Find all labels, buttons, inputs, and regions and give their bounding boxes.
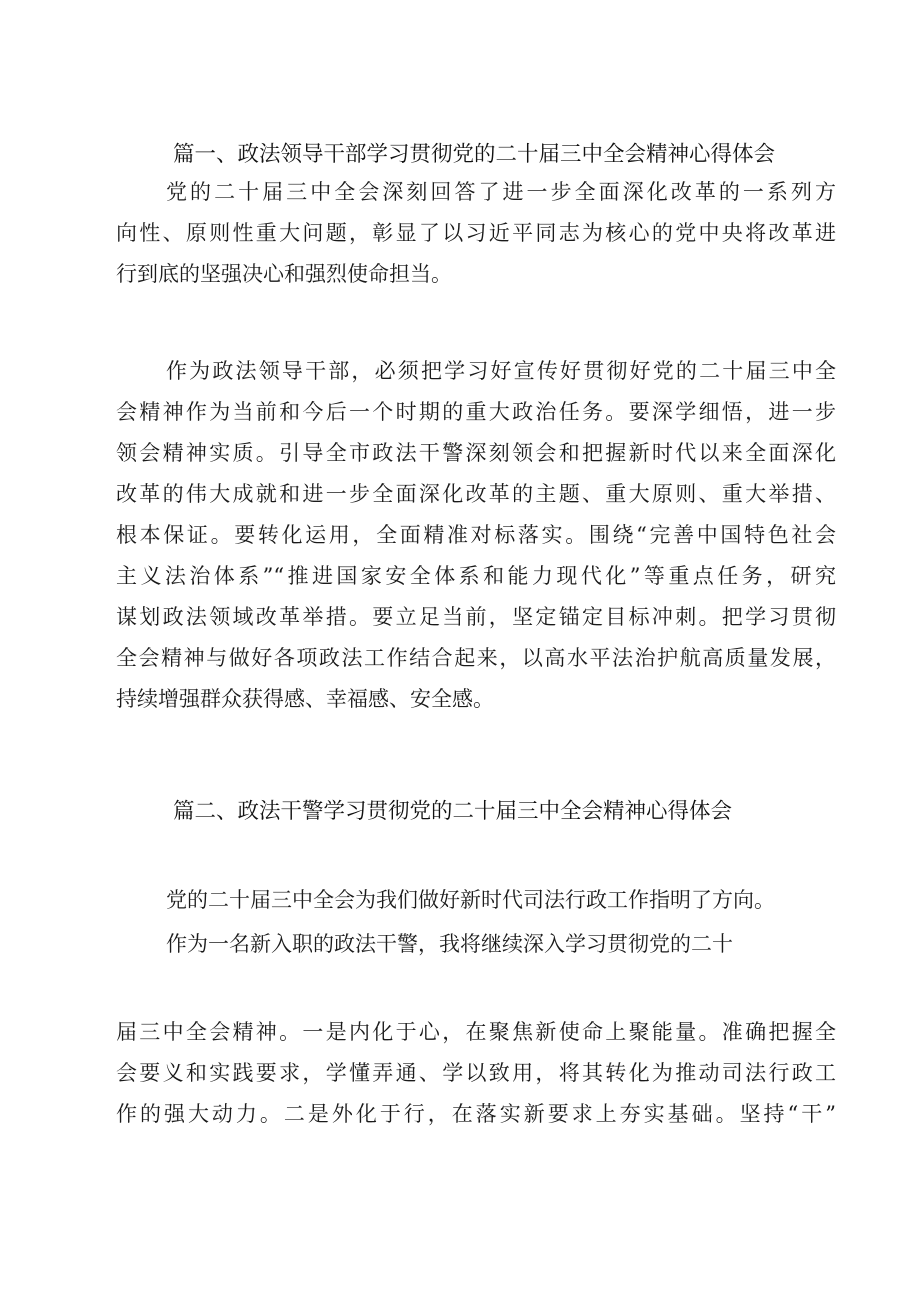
- section-2-title: 篇二、政法干警学习贯彻党的二十届三中全会精神心得体会: [173, 799, 733, 824]
- text-line: 主义法治体系”“推进国家安全体系和能力现代化”等重点任务，研究: [116, 564, 836, 588]
- text-line: 届三中全会精神。一是内化于心，在聚焦新使命上聚能量。准确把握全: [116, 1020, 836, 1044]
- text-line: 全会精神与做好各项政法工作结合起来，以高水平法治护航高质量发展，: [116, 646, 836, 670]
- text-line: 根本保证。要转化运用，全面精准对标落实。围绕“完善中国特色社会: [116, 523, 836, 547]
- text-line: 作为政法领导干部，必须把学习好宣传好贯彻好党的二十届三中全: [166, 359, 836, 383]
- text-line: 行到底的坚强决心和强烈使命担当。: [116, 262, 452, 286]
- text-line: 作为一名新入职的政法干警，我将继续深入学习贯彻党的二十: [166, 932, 733, 956]
- section-1-title: 篇一、政法领导干部学习贯彻党的二十届三中全会精神心得体会: [173, 142, 776, 167]
- section-2-paragraph-2: [116, 924, 836, 965]
- section-1-paragraph-1: [116, 172, 836, 295]
- section-2-paragraph-3: [116, 1012, 836, 1135]
- text-line: 持续增强群众获得感、幸福感、安全感。: [116, 687, 494, 711]
- text-line: 党的二十届三中全会深刻回答了进一步全面深化改革的一系列方: [166, 180, 836, 204]
- section-2-paragraph-1: [116, 880, 836, 921]
- section-1-paragraph-2: [116, 351, 836, 720]
- text-line: 会精神作为当前和今后一个时期的重大政治任务。要深学细悟，进一步: [116, 400, 836, 424]
- text-line: 作的强大动力。二是外化于行，在落实新要求上夯实基础。坚持“干”: [116, 1102, 836, 1126]
- text-line: 党的二十届三中全会为我们做好新时代司法行政工作指明了方向。: [166, 888, 775, 912]
- text-line: 谋划政法领域改革举措。要立足当前，坚定锚定目标冲刺。把学习贯彻: [116, 605, 836, 629]
- text-line: 会要义和实践要求，学懂弄通、学以致用，将其转化为推动司法行政工: [116, 1061, 836, 1085]
- text-line: 领会精神实质。引导全市政法干警深刻领会和把握新时代以来全面深化: [116, 441, 836, 465]
- text-line: 向性、原则性重大问题，彰显了以习近平同志为核心的党中央将改革进: [116, 221, 836, 245]
- text-line: 改革的伟大成就和进一步全面深化改革的主题、重大原则、重大举措、: [116, 482, 836, 506]
